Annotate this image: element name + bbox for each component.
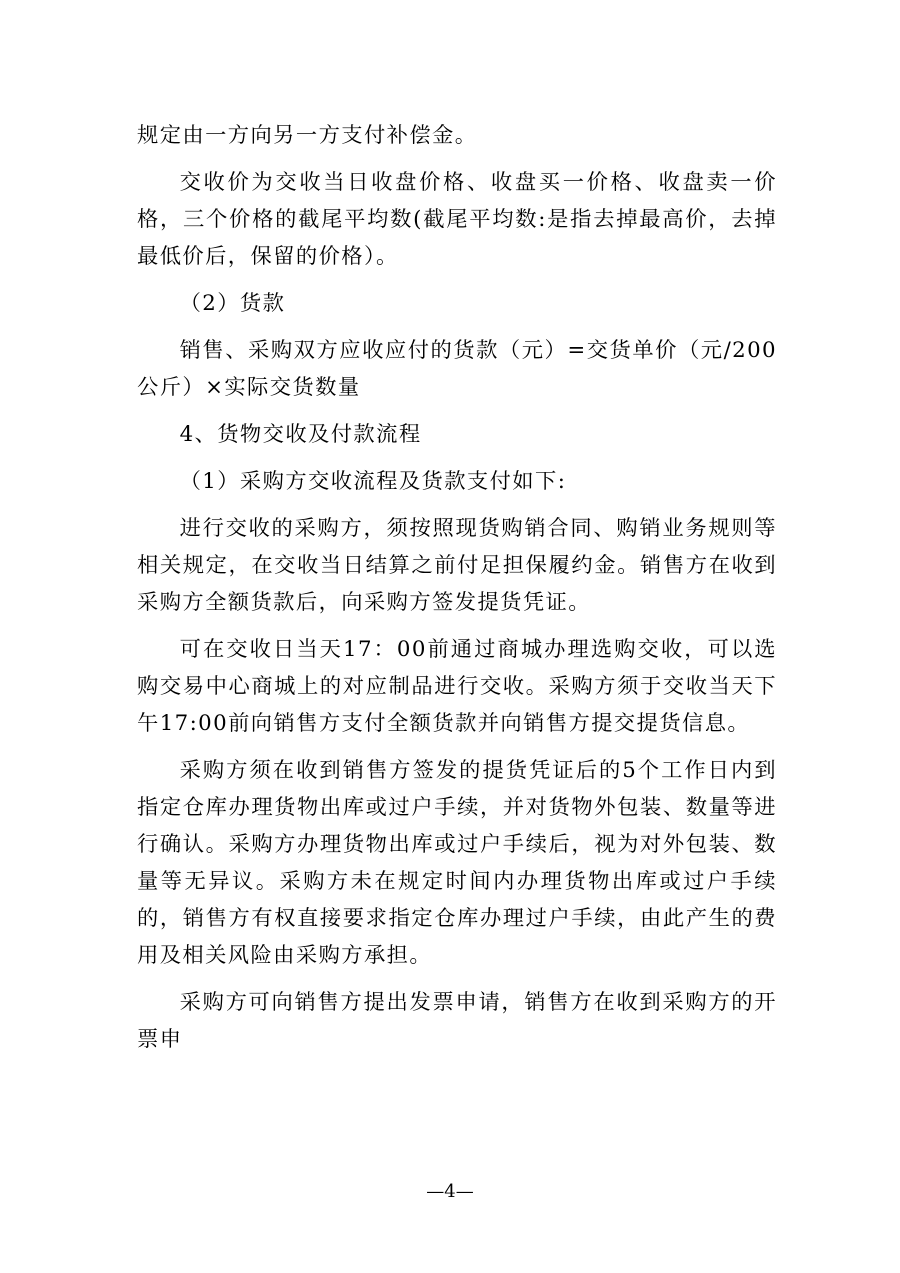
paragraph-1: 规定由一方向另一方支付补偿金。 xyxy=(137,123,478,148)
paragraph-6: （1）采购方交收流程及货款支付如下: xyxy=(179,469,567,494)
paragraph-7: 进行交收的采购方，须按照现货购销合同、购销业务规则等相关规定，在交收当日结算之前付足担保履约金。销售方在收到采购方全额货款后，向采购方签发提货凭证。 xyxy=(137,516,777,615)
paragraph-2: 交收价为交收当日收盘价格、收盘买一价格、收盘卖一价格，三个价格的截尾平均数(截尾平均数:是指去掉最高价，去掉最低价后，保留的价格）。 xyxy=(137,170,777,269)
paragraph-10: 采购方可向销售方提出发票申请，销售方在收到采购方的开票申 xyxy=(137,990,777,1052)
page-number: —4— xyxy=(426,1181,474,1202)
paragraph-8: 可在交收日当天17：00前通过商城办理选购交收，可以选购交易中心商城上的对应制品进行交收。采购方须于交收当天下午17:00前向销售方支付全额货款并向销售方提交提货信息。 xyxy=(137,637,777,736)
document-body xyxy=(137,117,777,1068)
paragraph-9: 采购方须在收到销售方签发的提货凭证后的5个工作日内到指定仓库办理货物出库或过户手续，并对货物外包装、数量等进行确认。采购方办理货物出库或过户手续后，视为对外包装、数量等无异议。采购方未在规定时间内办理货物出库或过户手续的，销售方有权直接要求指定仓库办理过户手续，由此产生的费用及相关风险由采购方承担。 xyxy=(137,758,777,968)
paragraph-5: 4、货物交收及付款流程 xyxy=(179,422,422,447)
paragraph-4: 销售、采购双方应收应付的货款（元）=交货单价（元/200公斤）×实际交货数量 xyxy=(137,338,777,400)
paragraph-3: （2）货款 xyxy=(179,291,286,316)
